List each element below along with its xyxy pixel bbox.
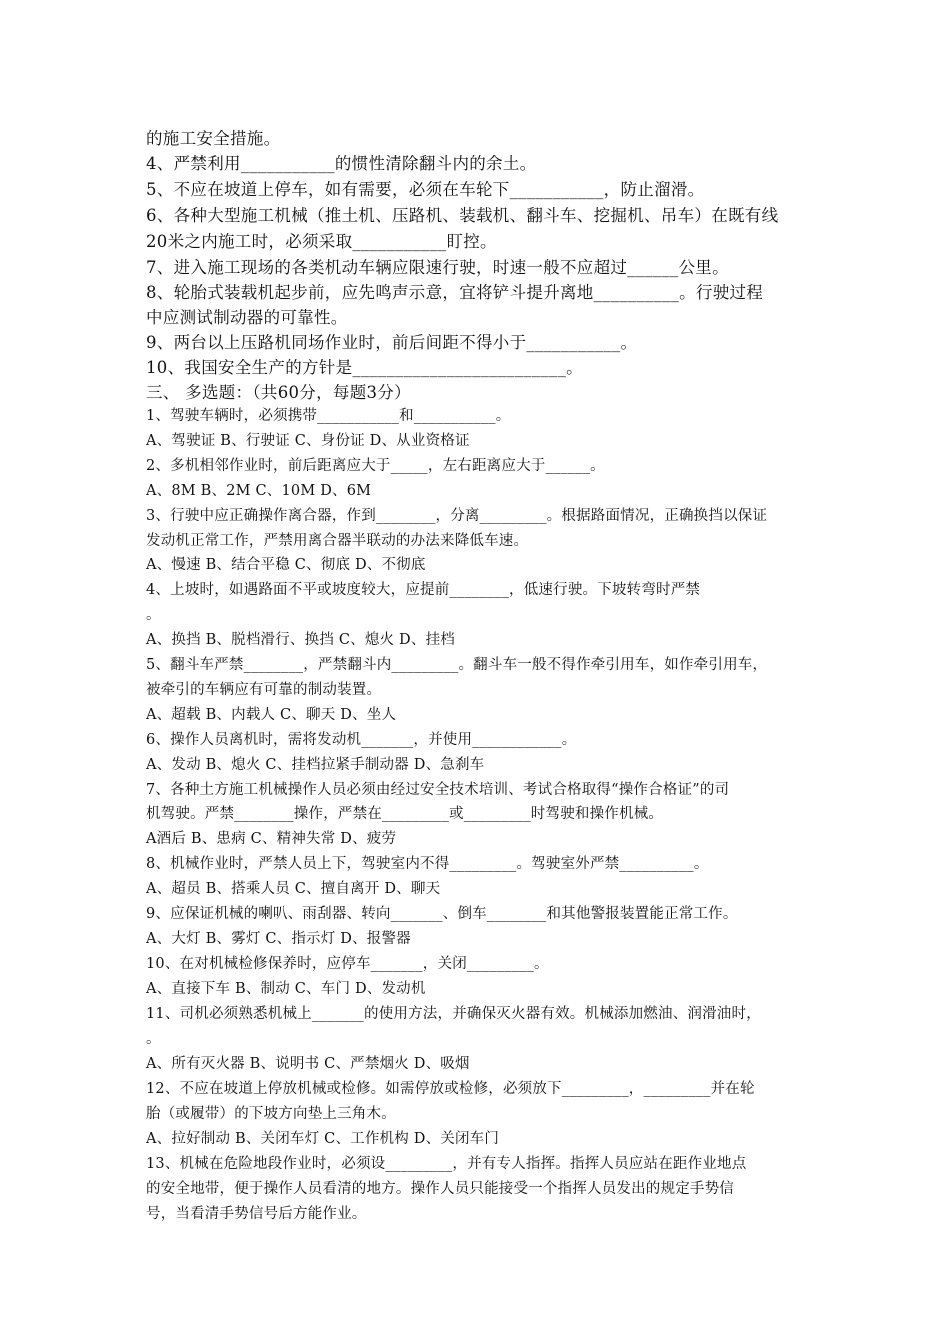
mc-options: A、直接下车 B、制动 C、车门 D、发动机: [146, 981, 426, 997]
mc-options: A、换挡 B、脱档滑行、换挡 C、熄火 D、挂档: [146, 632, 455, 648]
mc-question-6: 6、操作人员离机时，需将发动机_______，并使用____________。: [146, 732, 577, 748]
text-line: 的施工安全措施。: [146, 129, 281, 148]
mc-options: A、8M B、2M C、10M D、6M: [146, 483, 372, 499]
question-6: 6、各种大型施工机械（推土机、压路机、装载机、翻斗车、挖掘机、吊车）在既有线: [146, 206, 779, 225]
mc-question-8: 8、机械作业时，严禁人员上下，驾驶室内不得_________。驾驶室外严禁__________。: [146, 856, 709, 872]
mc-question-4: 4、上坡时，如遇路面不平或坡度较大，应提前________，低速行驶。下坡转弯时严禁: [146, 582, 701, 598]
text-line: 发动机正常工作，严禁用离合器半联动的办法来降低车速。: [146, 533, 529, 549]
question-5: 5、不应在坡道上停车，如有需要，必须在车轮下___________，防止溜滑。: [146, 180, 705, 199]
mc-question-5: 5、翻斗车严禁________，严禁翻斗内_________。翻斗车一般不得作牵引用车，如作牵引用车，: [146, 657, 768, 673]
question-7: 7、进入施工现场的各类机动车辆应限速行驶，时速一般不应超过______公里。: [146, 258, 729, 277]
text-line: 被牵引的车辆应有可靠的制动装置。: [146, 682, 382, 698]
mc-options: A、超载 B、内载人 C、聊天 D、坐人: [146, 707, 397, 723]
text-line: 。: [146, 607, 161, 623]
mc-question-1: 1、驾驶车辆时，必须携带___________和___________。: [146, 408, 511, 424]
mc-question-11: 11、司机必须熟悉机械上_______的使用方法，并确保灭火器有效。机械添加燃油、润滑油时，: [146, 1006, 761, 1022]
text-line: 机驾驶。严禁________操作，严禁在_________或_________时驾驶和操作机械。: [146, 806, 664, 822]
mc-question-12: 12、不应在坡道上停放机械或检修。如需停放或检修，必须放下_________，_________并在轮: [146, 1081, 755, 1097]
text-line: 胎（或履带）的下坡方向垫上三角木。: [146, 1106, 396, 1122]
question-10: 10、我国安全生产的方针是_________________________。: [146, 358, 583, 377]
mc-question-10: 10、在对机械检修保养时，应停车_______，关闭_________。: [146, 956, 549, 972]
question-9: 9、两台以上压路机同场作业时，前后间距不得小于___________。: [146, 333, 638, 352]
mc-question-3: 3、行驶中应正确操作离合器，作到________，分离_________。根据路面情况，正确换挡以保证: [146, 508, 768, 524]
mc-options: A、驾驶证 B、行驶证 C、身份证 D、从业资格证: [146, 433, 470, 449]
mc-question-2: 2、多机相邻作业时，前后距离应大于_____，左右距离应大于______。: [146, 458, 605, 474]
text-line: 。: [146, 1031, 161, 1047]
mc-question-7: 7、各种土方施工机械操作人员必须由经过安全技术培训、考试合格取得“操作合格证”的司: [146, 782, 730, 798]
text-line: 的安全地带，便于操作人员看清的地方。操作人员只能接受一个指挥人员发出的规定手势信: [146, 1181, 734, 1197]
mc-question-13: 13、机械在危险地段作业时，必须设_________，并有专人指挥。指挥人员应站在距作业地点: [146, 1156, 747, 1172]
section-heading: 三、 多选题：（共60分，每题3分）: [146, 383, 411, 402]
mc-options: A、所有灭火器 B、说明书 C、严禁烟火 D、吸烟: [146, 1056, 470, 1072]
mc-options: A酒后 B、患病 C、精神失常 D、疲劳: [146, 831, 397, 847]
text-line: 中应测试制动器的可靠性。: [146, 308, 348, 327]
mc-options: A、超员 B、搭乘人员 C、擅自离开 D、聊天: [146, 881, 441, 897]
mc-options: A、慢速 B、结合平稳 C、彻底 D、不彻底: [146, 557, 426, 573]
mc-options: A、发动 B、熄火 C、挂档拉紧手制动器 D、急刹车: [146, 757, 485, 773]
mc-question-9: 9、应保证机械的喇叭、雨刮器、转向_______、倒车________和其他警报装置能正常工作。: [146, 906, 738, 922]
question-4: 4、严禁利用___________的惯性清除翻斗内的余土。: [146, 154, 537, 173]
mc-options: A、拉好制动 B、关闭车灯 C、工作机构 D、关闭车门: [146, 1131, 500, 1147]
mc-options: A、大灯 B、雾灯 C、指示灯 D、报警器: [146, 931, 411, 947]
text-line: 20米之内施工时，必须采取___________盯控。: [146, 232, 497, 251]
question-8: 8、轮胎式装载机起步前，应先鸣声示意，宜将铲斗提升离地__________。行驶过程: [146, 283, 764, 302]
text-line: 号，当看清手势信号后方能作业。: [146, 1206, 367, 1222]
